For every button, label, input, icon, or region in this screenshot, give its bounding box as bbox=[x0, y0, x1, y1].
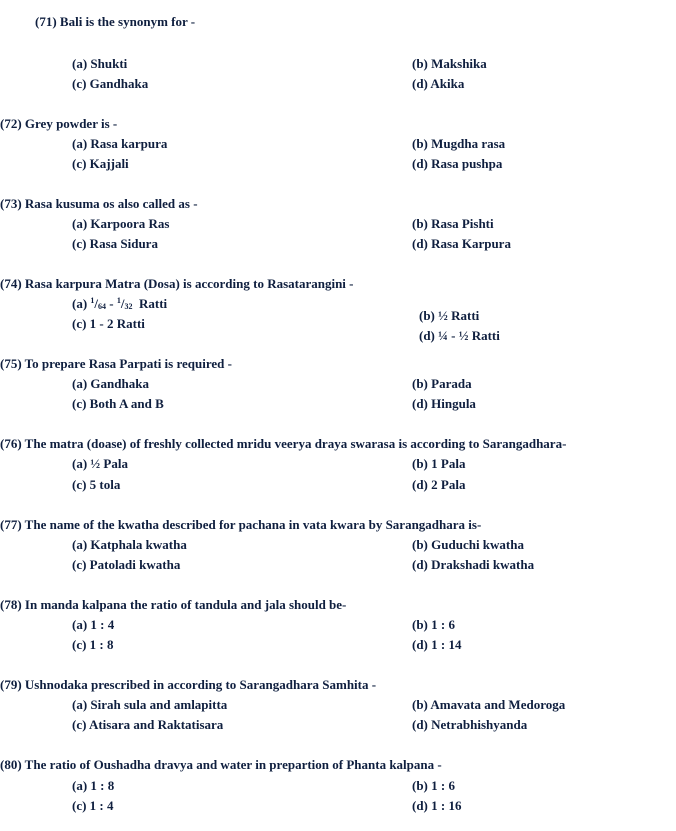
question-73: (73) Rasa kusuma os also called as - bbox=[0, 196, 198, 211]
option-77-a: (a) Katphala kwatha bbox=[72, 537, 187, 552]
option-72-c: (c) Kajjali bbox=[72, 156, 129, 171]
option-75-d: (d) Hingula bbox=[412, 396, 476, 411]
option-71-b: (b) Makshika bbox=[412, 56, 487, 71]
option-74-c: (c) 1 - 2 Ratti bbox=[72, 316, 145, 331]
option-79-a: (a) Sirah sula and amlapitta bbox=[72, 697, 228, 712]
option-73-d: (d) Rasa Karpura bbox=[412, 236, 511, 251]
option-78-b: (b) 1 : 6 bbox=[412, 617, 455, 632]
option-72-a: (a) Rasa karpura bbox=[72, 136, 168, 151]
fraction-2-numerator: 1 bbox=[116, 296, 121, 305]
option-74-a-prefix: (a) bbox=[72, 296, 91, 311]
option-77-c: (c) Patoladi kwatha bbox=[72, 557, 181, 572]
option-71-a: (a) Shukti bbox=[72, 56, 128, 71]
option-76-a: (a) ½ Pala bbox=[72, 456, 128, 471]
option-72-b: (b) Mugdha rasa bbox=[412, 136, 506, 151]
option-75-b: (b) Parada bbox=[412, 376, 472, 391]
option-80-a: (a) 1 : 8 bbox=[72, 778, 115, 793]
option-79-b: (b) Amavata and Medoroga bbox=[412, 697, 566, 712]
question-80: (80) The ratio of Oushadha dravya and water in prepartion of Phanta kalpana - bbox=[0, 757, 442, 772]
question-75: (75) To prepare Rasa Parpati is required - bbox=[0, 356, 232, 371]
option-74-a-unit: Ratti bbox=[132, 296, 168, 311]
option-80-d: (d) 1 : 16 bbox=[412, 798, 462, 813]
question-72: (72) Grey powder is - bbox=[0, 116, 118, 131]
option-76-b: (b) 1 Pala bbox=[412, 456, 466, 471]
option-72-d: (d) Rasa pushpa bbox=[412, 156, 503, 171]
option-75-c: (c) Both A and B bbox=[72, 396, 164, 411]
option-75-a: (a) Gandhaka bbox=[72, 376, 149, 391]
question-74: (74) Rasa karpura Matra (Dosa) is according to Rasatarangini - bbox=[0, 276, 354, 291]
option-74-b: (b) ½ Ratti bbox=[419, 308, 480, 323]
option-80-c: (c) 1 : 4 bbox=[72, 798, 114, 813]
option-73-b: (b) Rasa Pishti bbox=[412, 216, 494, 231]
option-80-b: (b) 1 : 6 bbox=[412, 778, 455, 793]
option-76-d: (d) 2 Pala bbox=[412, 477, 466, 492]
question-77: (77) The name of the kwatha described for pachana in vata kwara by Sarangadhara is- bbox=[0, 517, 482, 532]
option-73-a: (a) Karpoora Ras bbox=[72, 216, 170, 231]
fraction-2-denominator: 32 bbox=[124, 302, 133, 311]
question-76: (76) The matra (doase) of freshly collected mridu veerya draya swarasa is according to Sarangadhara- bbox=[0, 436, 567, 451]
option-74-a: (a) $^1/_{64} - ^1/_{32}$ Ratti bbox=[72, 296, 168, 311]
option-74-d: (d) ¼ - ½ Ratti bbox=[419, 328, 500, 343]
option-77-b: (b) Guduchi kwatha bbox=[412, 537, 524, 552]
question-79: (79) Ushnodaka prescribed in according to Sarangadhara Samhita - bbox=[0, 677, 377, 692]
option-78-c: (c) 1 : 8 bbox=[72, 637, 114, 652]
option-74-a-dash: - bbox=[106, 296, 117, 311]
option-78-d: (d) 1 : 14 bbox=[412, 637, 462, 652]
option-76-c: (c) 5 tola bbox=[72, 477, 121, 492]
option-78-a: (a) 1 : 4 bbox=[72, 617, 115, 632]
option-79-c: (c) Atisara and Raktatisara bbox=[72, 717, 224, 732]
option-71-c: (c) Gandhaka bbox=[72, 76, 149, 91]
option-79-d: (d) Netrabhishyanda bbox=[412, 717, 528, 732]
question-78: (78) In manda kalpana the ratio of tandula and jala should be- bbox=[0, 597, 347, 612]
option-73-c: (c) Rasa Sidura bbox=[72, 236, 158, 251]
fraction-1-denominator: 64 bbox=[98, 302, 107, 311]
question-71: (71) Bali is the synonym for - bbox=[35, 14, 196, 29]
fraction-1-numerator: 1 bbox=[90, 296, 95, 305]
option-77-d: (d) Drakshadi kwatha bbox=[412, 557, 535, 572]
option-71-d: (d) Akika bbox=[412, 76, 465, 91]
